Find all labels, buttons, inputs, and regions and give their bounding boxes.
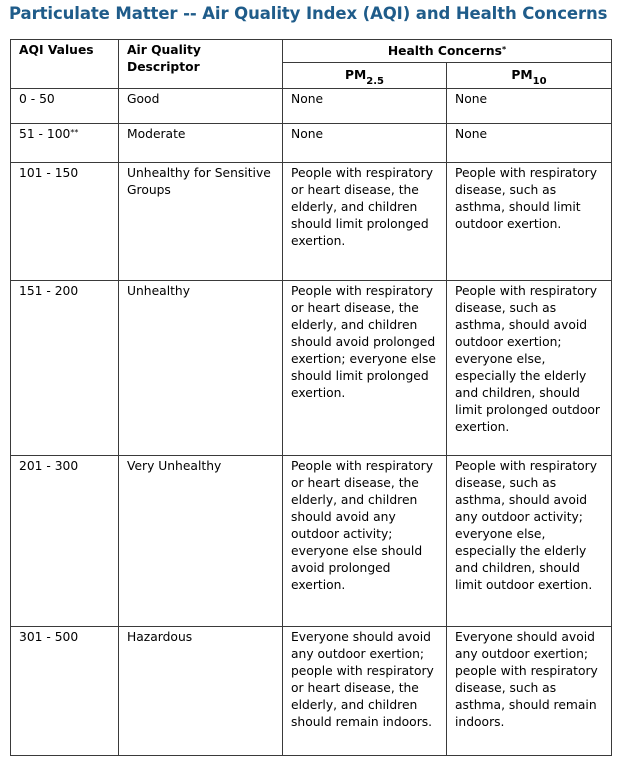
header-aqi-values bbox=[11, 40, 119, 89]
table-row bbox=[11, 456, 612, 627]
table-row bbox=[11, 627, 612, 756]
aqi-range-cell bbox=[11, 456, 119, 627]
pm10-text: People with respiratory disease, such as asthma, should avoid any outdoor activity; everyone else, especially the elderly and children, should limit outdoor exertion. bbox=[455, 459, 598, 592]
descriptor-text: Good bbox=[127, 92, 160, 106]
header-health-concerns-label: Health Concerns bbox=[387, 43, 502, 58]
pm25-text: None bbox=[291, 127, 324, 141]
aqi-range: 0 - 50 bbox=[19, 92, 55, 106]
aqi-range-cell bbox=[11, 163, 119, 281]
pm25-text: Everyone should avoid any outdoor exertion; people with respiratory or heart disease, the elderly, and children should remain indoors. bbox=[291, 630, 434, 729]
pm25-cell bbox=[283, 281, 447, 456]
aqi-range-cell bbox=[11, 627, 119, 756]
header-descriptor bbox=[119, 40, 283, 89]
pm10-text: People with respiratory disease, such as asthma, should limit outdoor exertion. bbox=[455, 166, 598, 231]
aqi-range: 51 - 100 bbox=[19, 127, 71, 141]
pm10-cell bbox=[447, 627, 612, 756]
header-pm10-subscript: 10 bbox=[532, 76, 547, 87]
aqi-range: 151 - 200 bbox=[19, 284, 79, 298]
header-aqi-values-label: AQI Values bbox=[19, 43, 94, 57]
page-title: Particulate Matter -- Air Quality Index (AQI) and Health Concerns bbox=[9, 4, 608, 23]
pm25-text: People with respiratory or heart disease, the elderly, and children should avoid prolonged exertion; everyone else should limit prolonged exertion. bbox=[291, 284, 436, 400]
pm10-text: Everyone should avoid any outdoor exertion; people with respiratory disease, such as asthma, should remain indoors. bbox=[455, 630, 598, 729]
aqi-range-cell bbox=[11, 124, 119, 163]
health-concerns-footnote-mark: * bbox=[501, 44, 507, 54]
header-pm10 bbox=[447, 63, 612, 89]
pm25-text: People with respiratory or heart disease, the elderly, and children should avoid any outdoor activity; everyone else should avoid prolonged exertion. bbox=[291, 459, 434, 592]
descriptor-cell bbox=[119, 89, 283, 124]
descriptor-text: Unhealthy for Sensitive Groups bbox=[127, 166, 271, 197]
descriptor-cell bbox=[119, 281, 283, 456]
descriptor-cell bbox=[119, 456, 283, 627]
pm10-text: None bbox=[455, 92, 488, 106]
aqi-range: 301 - 500 bbox=[19, 630, 79, 644]
aqi-range-cell bbox=[11, 281, 119, 456]
pm10-cell bbox=[447, 456, 612, 627]
pm25-cell bbox=[283, 627, 447, 756]
header-pm25-subscript: 2.5 bbox=[366, 76, 384, 87]
header-pm25 bbox=[283, 63, 447, 89]
pm10-text: People with respiratory disease, such as asthma, should avoid outdoor exertion; everyone else, especially the elderly and children, should limit prolonged outdoor exertion. bbox=[455, 284, 600, 434]
pm25-text: None bbox=[291, 92, 324, 106]
aqi-range-cell bbox=[11, 89, 119, 124]
table-row bbox=[11, 89, 612, 124]
pm25-cell bbox=[283, 124, 447, 163]
table-row bbox=[11, 124, 612, 163]
descriptor-text: Very Unhealthy bbox=[127, 459, 222, 473]
descriptor-text: Unhealthy bbox=[127, 284, 190, 298]
pm10-text: None bbox=[455, 127, 488, 141]
aqi-range: 101 - 150 bbox=[19, 166, 79, 180]
descriptor-text: Moderate bbox=[127, 127, 186, 141]
pm25-cell bbox=[283, 456, 447, 627]
table-row bbox=[11, 281, 612, 456]
descriptor-cell bbox=[119, 627, 283, 756]
table-body bbox=[11, 89, 612, 756]
table-row bbox=[11, 163, 612, 281]
aqi-range: 201 - 300 bbox=[19, 459, 79, 473]
header-descriptor-label: Air Quality Descriptor bbox=[127, 43, 201, 74]
descriptor-cell bbox=[119, 163, 283, 281]
pm25-cell bbox=[283, 89, 447, 124]
descriptor-text: Hazardous bbox=[127, 630, 193, 644]
header-pm25-label: PM bbox=[345, 68, 367, 82]
header-pm10-label: PM bbox=[511, 68, 533, 82]
pm10-cell bbox=[447, 281, 612, 456]
pm10-cell bbox=[447, 163, 612, 281]
aqi-range-footnote-mark: ** bbox=[70, 128, 79, 137]
pm10-cell bbox=[447, 124, 612, 163]
descriptor-cell bbox=[119, 124, 283, 163]
pm25-cell bbox=[283, 163, 447, 281]
aqi-table bbox=[10, 39, 612, 756]
pm25-text: People with respiratory or heart disease, the elderly, and children should limit prolonged exertion. bbox=[291, 166, 434, 248]
pm10-cell bbox=[447, 89, 612, 124]
header-health-concerns bbox=[283, 40, 612, 63]
